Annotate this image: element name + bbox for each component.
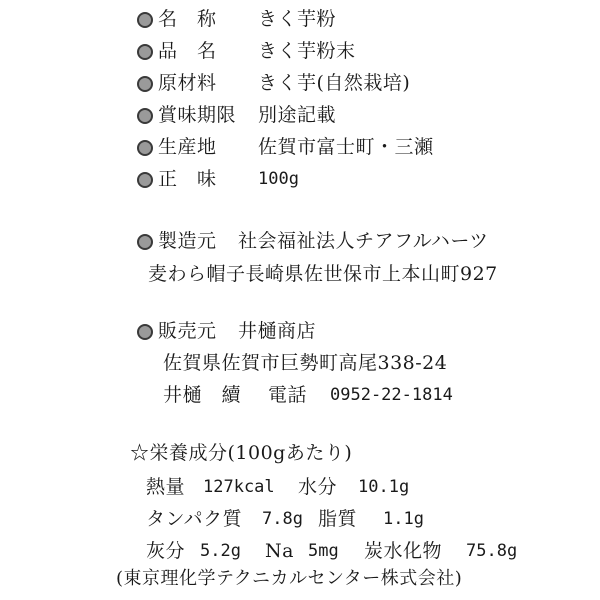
spec-label: 賞味期限 — [158, 104, 237, 126]
bullet-icon — [137, 12, 153, 28]
maker-label: 製造元 — [158, 230, 217, 252]
maker-name: 社会福祉法人チアフルハーツ — [238, 230, 489, 252]
spec-value: 別途記載 — [258, 104, 337, 126]
spec-label: 生産地 — [158, 136, 217, 158]
ash-value: 5.2g — [200, 541, 241, 561]
bullet-icon — [137, 44, 153, 60]
spec-label: 正 味 — [158, 168, 217, 190]
maker-address: 麦わら帽子長崎県佐世保市上本山町927 — [148, 263, 498, 285]
ash-label: 灰分 — [146, 540, 186, 562]
spec-value: きく芋粉 — [258, 8, 337, 30]
spec-label: 品 名 — [158, 40, 217, 62]
fat-value: 1.1g — [383, 509, 424, 529]
na-value: 5mg — [308, 541, 339, 561]
spec-label: 名 称 — [158, 8, 217, 30]
bullet-icon — [137, 172, 153, 188]
spec-value: 100g — [258, 169, 299, 189]
fat-label: 脂質 — [318, 508, 358, 530]
carb-value: 75.8g — [466, 541, 518, 561]
nutrition-source: (東京理化学テクニカルセンター株式会社) — [116, 568, 463, 589]
water-label: 水分 — [298, 476, 338, 498]
energy-label: 熱量 — [146, 476, 186, 498]
energy-value: 127kcal — [203, 477, 275, 497]
spec-label: 原材料 — [158, 72, 217, 94]
carb-label: 炭水化物 — [364, 540, 443, 562]
phone-label: 電話 — [268, 384, 308, 406]
nutrition-title: ☆栄養成分(100gあたり) — [130, 442, 353, 464]
seller-label: 販売元 — [158, 320, 217, 342]
bullet-icon — [137, 324, 153, 340]
water-value: 10.1g — [358, 477, 410, 497]
bullet-icon — [137, 108, 153, 124]
spec-value: きく芋粉末 — [258, 40, 356, 62]
spec-value: きく芋(自然栽培) — [258, 72, 411, 94]
seller-address: 佐賀県佐賀市巨勢町高尾338-24 — [163, 352, 448, 374]
protein-label: タンパク質 — [146, 508, 243, 530]
phone-number: 0952-22-1814 — [330, 385, 453, 405]
protein-value: 7.8g — [262, 509, 303, 529]
bullet-icon — [137, 76, 153, 92]
na-label: Na — [265, 540, 294, 562]
seller-name: 井樋商店 — [238, 320, 317, 342]
seller-person: 井樋 續 — [163, 384, 242, 406]
bullet-icon — [137, 140, 153, 156]
bullet-icon — [137, 234, 153, 250]
spec-value: 佐賀市富士町・三瀬 — [258, 136, 434, 158]
